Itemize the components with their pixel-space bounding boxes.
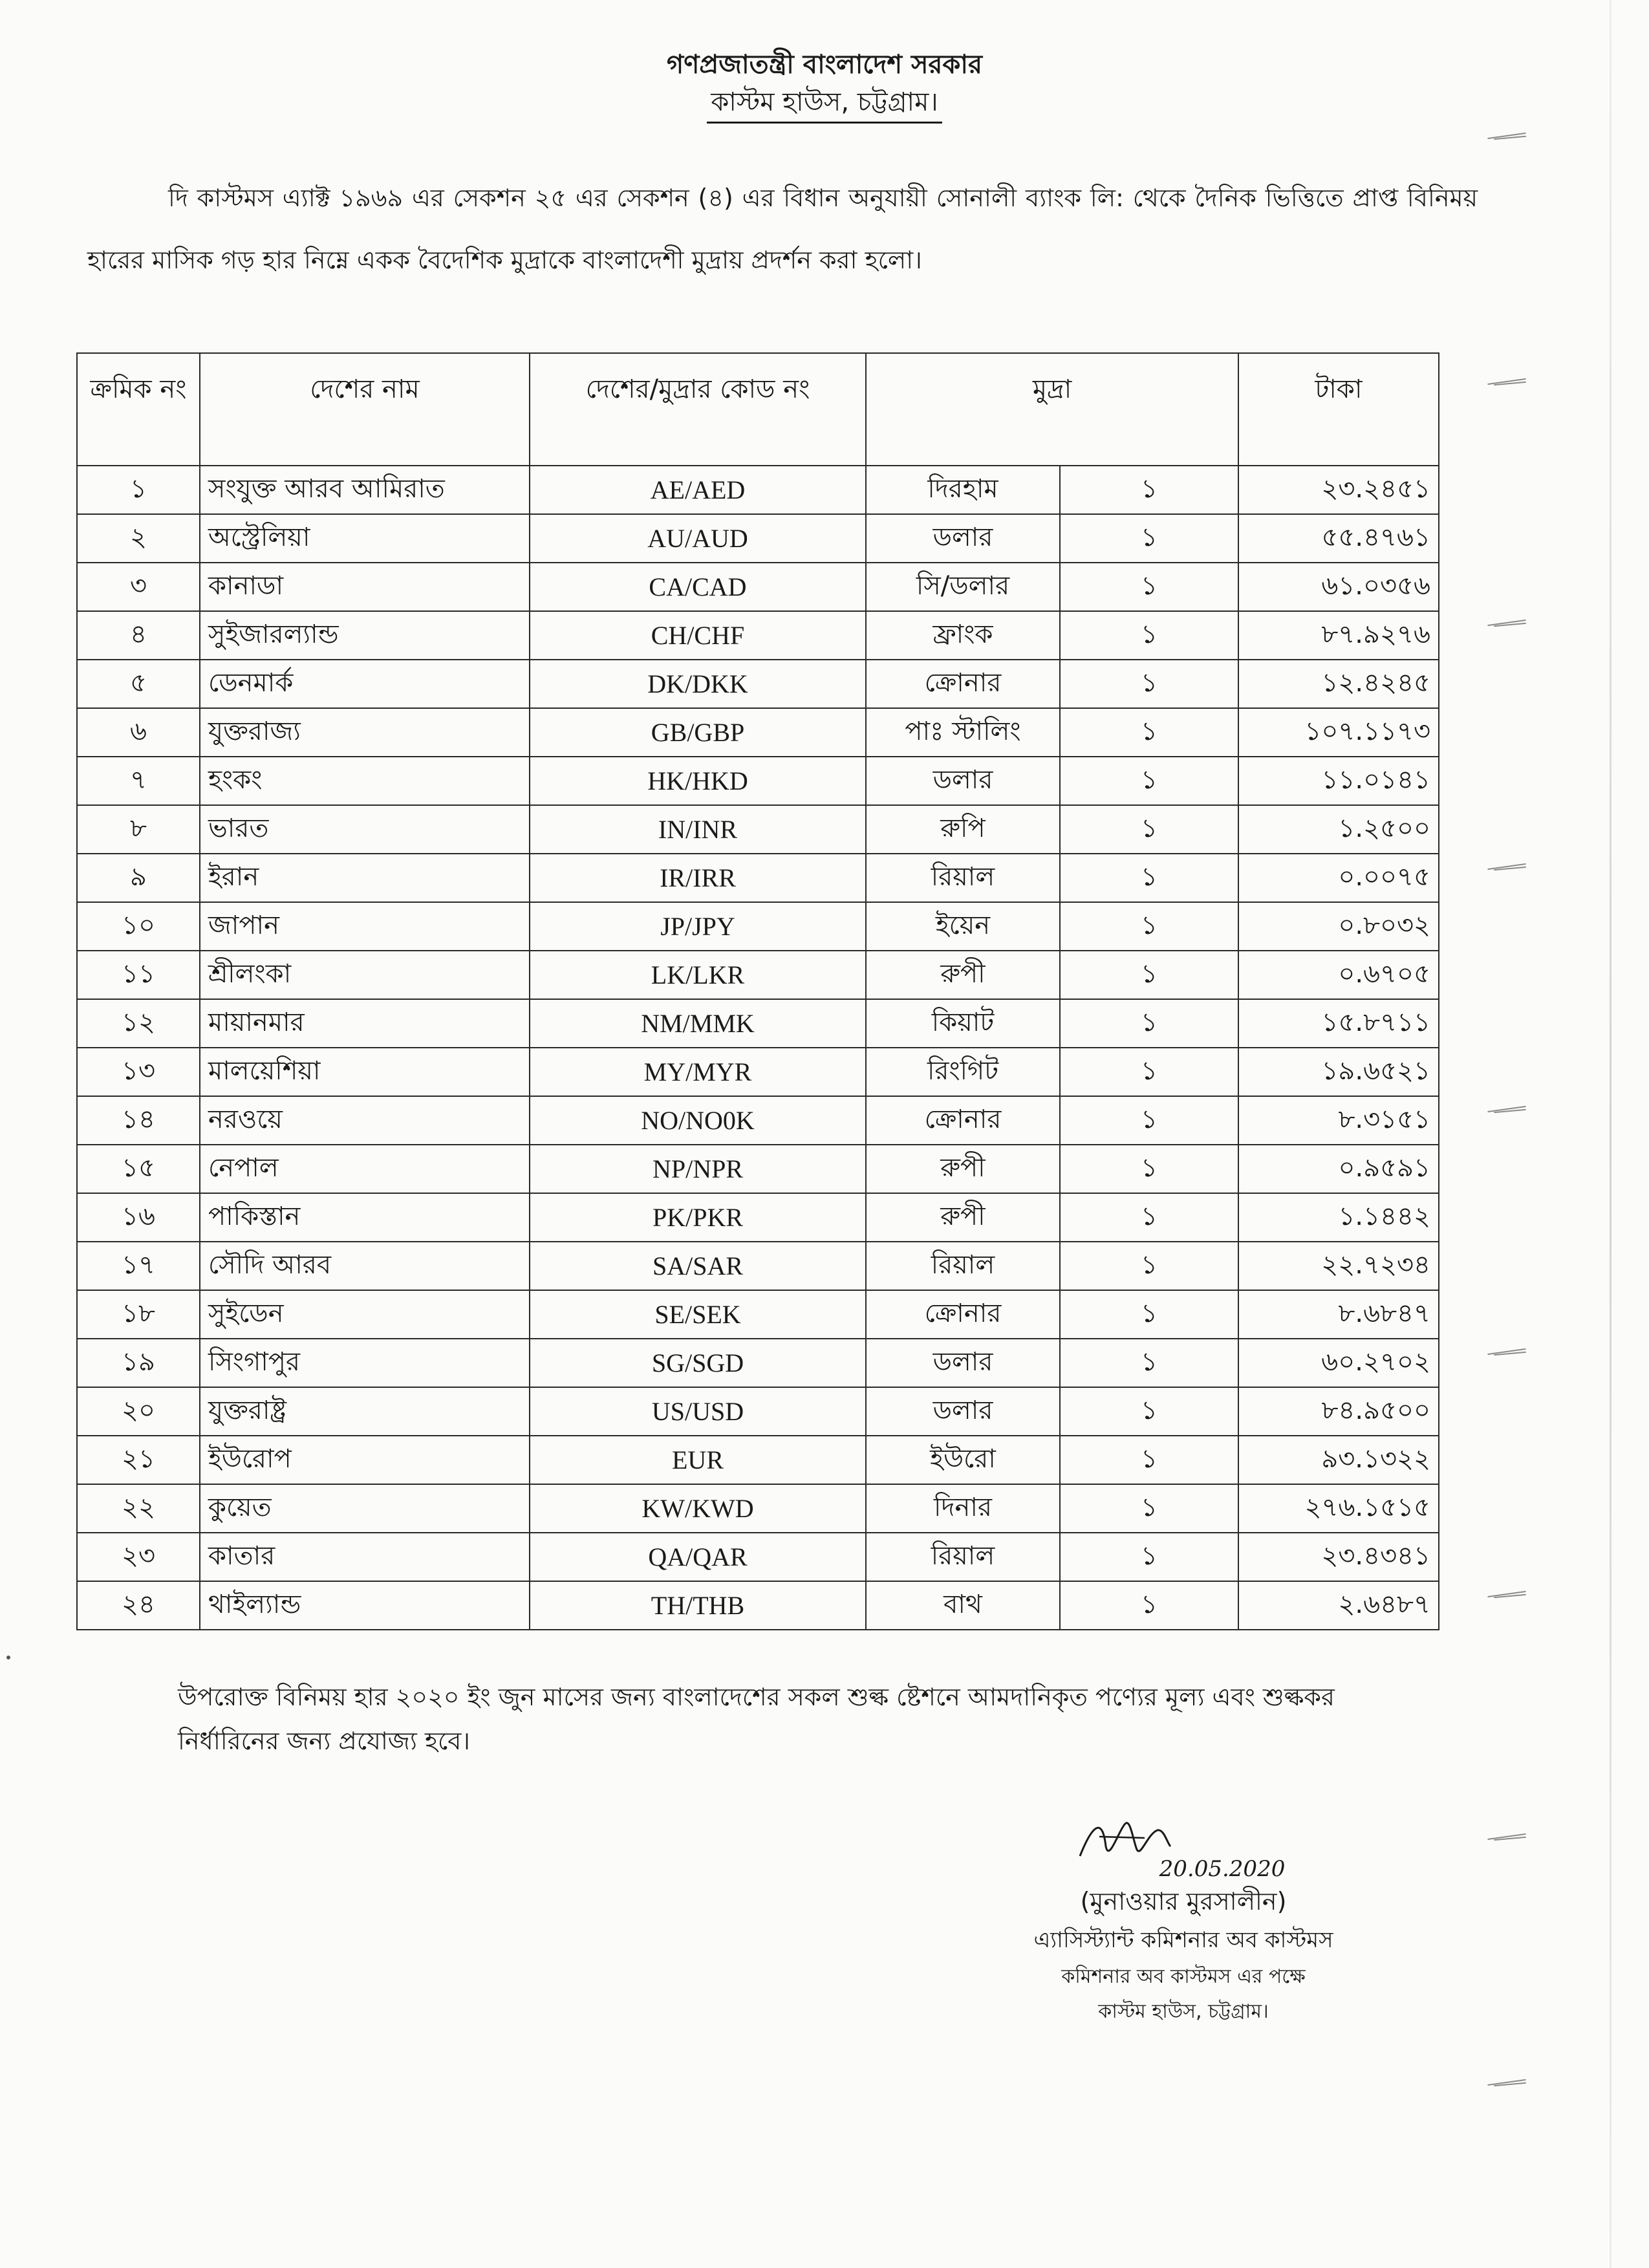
country-cell: ডেনমার্ক — [200, 660, 530, 708]
taka-cell: ২.৬৪৮৭ — [1238, 1581, 1439, 1630]
code-cell: PK/PKR — [530, 1193, 866, 1242]
taka-cell: ৮৪.৯৫০০ — [1238, 1387, 1439, 1436]
taka-cell: ০.০০৭৫ — [1238, 854, 1439, 902]
country-cell: মায়ানমার — [200, 999, 530, 1048]
unit-cell: ১ — [1060, 514, 1238, 563]
table-row — [77, 514, 1439, 563]
table-row — [77, 999, 1439, 1048]
taka-cell: ২৭৬.১৫১৫ — [1238, 1484, 1439, 1533]
country-cell: ইরান — [200, 854, 530, 902]
serial-cell: ১৯ — [77, 1339, 200, 1387]
table-row — [77, 466, 1439, 514]
unit-cell: ১ — [1060, 708, 1238, 757]
table-row — [77, 854, 1439, 902]
taka-cell: ৬০.২৭০২ — [1238, 1339, 1439, 1387]
code-cell: CH/CHF — [530, 611, 866, 660]
country-cell: ভারত — [200, 805, 530, 854]
table-row — [77, 951, 1439, 999]
taka-cell: ৮৭.৯২৭৬ — [1238, 611, 1439, 660]
government-title: গণপ্রজাতন্ত্রী বাংলাদেশ সরকার — [667, 50, 982, 80]
header-taka: টাকা — [1238, 353, 1439, 466]
country-cell: সিংগাপুর — [200, 1339, 530, 1387]
taka-cell: ৯৩.১৩২২ — [1238, 1436, 1439, 1484]
header-code: দেশের/মুদ্রার কোড নং — [530, 353, 866, 466]
unit-cell: ১ — [1060, 1145, 1238, 1193]
table-row — [77, 708, 1439, 757]
code-cell: LK/LKR — [530, 951, 866, 999]
punch-mark — [1487, 1833, 1539, 1841]
currency-cell: ক্রোনার — [866, 660, 1060, 708]
serial-cell: ১১ — [77, 951, 200, 999]
currency-cell: রুপি — [866, 805, 1060, 854]
currency-cell: রুপী — [866, 1193, 1060, 1242]
currency-cell: রুপী — [866, 1145, 1060, 1193]
serial-cell: ১৫ — [77, 1145, 200, 1193]
table-row — [77, 1048, 1439, 1096]
currency-cell: ফ্রাংক — [866, 611, 1060, 660]
code-cell: HK/HKD — [530, 757, 866, 805]
currency-cell: পাঃ স্টালিং — [866, 708, 1060, 757]
code-cell: SE/SEK — [530, 1290, 866, 1339]
currency-cell: রিয়াল — [866, 1533, 1060, 1581]
table-row — [77, 1290, 1439, 1339]
serial-cell: ১৬ — [77, 1193, 200, 1242]
serial-cell: ২০ — [77, 1387, 200, 1436]
country-cell: মালয়েশিয়া — [200, 1048, 530, 1096]
currency-cell: বাথ — [866, 1581, 1060, 1630]
currency-cell: ডলার — [866, 757, 1060, 805]
table-row — [77, 1096, 1439, 1145]
serial-cell: ১ — [77, 466, 200, 514]
code-cell: DK/DKK — [530, 660, 866, 708]
taka-cell: ২৩.২৪৫১ — [1238, 466, 1439, 514]
taka-cell: ৮.৬৮৪৭ — [1238, 1290, 1439, 1339]
serial-cell: ২২ — [77, 1484, 200, 1533]
code-cell: CA/CAD — [530, 563, 866, 611]
table-row — [77, 1484, 1439, 1533]
currency-cell: সি/ডলার — [866, 563, 1060, 611]
footer-note: উপরোক্ত বিনিময় হার ২০২০ ইং জুন মাসের জন্য বাংলাদেশের সকল শুল্ক ষ্টেশনে আমদানিকৃত পণ্যের মূল্য এবং শুল্ককর নির্ধারিনের জন্য প্রযোজ্য হবে। — [178, 1683, 1335, 1755]
document-header — [0, 45, 1649, 124]
currency-cell: ডলার — [866, 514, 1060, 563]
header-serial: ক্রমিক নং — [77, 353, 200, 466]
code-cell: NM/MMK — [530, 999, 866, 1048]
code-cell: MY/MYR — [530, 1048, 866, 1096]
punch-mark — [1487, 1106, 1539, 1114]
punch-mark — [1487, 1348, 1539, 1356]
code-cell: EUR — [530, 1436, 866, 1484]
unit-cell: ১ — [1060, 1193, 1238, 1242]
table-row — [77, 611, 1439, 660]
code-cell: IN/INR — [530, 805, 866, 854]
code-cell: SA/SAR — [530, 1242, 866, 1290]
code-cell: JP/JPY — [530, 902, 866, 951]
unit-cell: ১ — [1060, 1339, 1238, 1387]
punch-mark — [1487, 1591, 1539, 1599]
country-cell: শ্রীলংকা — [200, 951, 530, 999]
taka-cell: ১৫.৮৭১১ — [1238, 999, 1439, 1048]
country-cell: কানাডা — [200, 563, 530, 611]
country-cell: নেপাল — [200, 1145, 530, 1193]
table-row — [77, 1387, 1439, 1436]
code-cell: IR/IRR — [530, 854, 866, 902]
serial-cell: ৯ — [77, 854, 200, 902]
serial-cell: ১৭ — [77, 1242, 200, 1290]
table-row — [77, 1242, 1439, 1290]
signatory-designation: এ্যাসিস্ট্যান্ট কমিশনার অব কাস্টমস — [1033, 1927, 1333, 1953]
taka-cell: ৫৫.৪৭৬১ — [1238, 514, 1439, 563]
punch-mark — [1487, 378, 1539, 386]
taka-cell: ১০৭.১১৭৩ — [1238, 708, 1439, 757]
unit-cell: ১ — [1060, 1484, 1238, 1533]
code-cell: US/USD — [530, 1387, 866, 1436]
punch-mark — [1487, 133, 1539, 140]
table-row — [77, 1436, 1439, 1484]
country-cell: জাপান — [200, 902, 530, 951]
taka-cell: ০.৯৫৯১ — [1238, 1145, 1439, 1193]
taka-cell: ১.২৫০০ — [1238, 805, 1439, 854]
currency-cell: দিনার — [866, 1484, 1060, 1533]
country-cell: যুক্তরাজ্য — [200, 708, 530, 757]
serial-cell: ১০ — [77, 902, 200, 951]
serial-cell: ১২ — [77, 999, 200, 1048]
serial-cell: ২৩ — [77, 1533, 200, 1581]
unit-cell: ১ — [1060, 1048, 1238, 1096]
signature-block — [957, 1811, 1410, 2029]
currency-cell: রিংগিট — [866, 1048, 1060, 1096]
currency-cell: ডলার — [866, 1387, 1060, 1436]
taka-cell: ০.৬৭০৫ — [1238, 951, 1439, 999]
code-cell: AU/AUD — [530, 514, 866, 563]
unit-cell: ১ — [1060, 854, 1238, 902]
country-cell: সংযুক্ত আরব আমিরাত — [200, 466, 530, 514]
code-cell: GB/GBP — [530, 708, 866, 757]
table-row — [77, 660, 1439, 708]
country-cell: কাতার — [200, 1533, 530, 1581]
unit-cell: ১ — [1060, 999, 1238, 1048]
table-row — [77, 1193, 1439, 1242]
taka-cell: ৮.৩১৫১ — [1238, 1096, 1439, 1145]
code-cell: SG/SGD — [530, 1339, 866, 1387]
taka-cell: ২৩.৪৩৪১ — [1238, 1533, 1439, 1581]
table-body — [77, 466, 1439, 1630]
country-cell: ইউরোপ — [200, 1436, 530, 1484]
serial-cell: ৩ — [77, 563, 200, 611]
country-cell: অস্ট্রেলিয়া — [200, 514, 530, 563]
table-row — [77, 902, 1439, 951]
unit-cell: ১ — [1060, 1096, 1238, 1145]
serial-cell: ৭ — [77, 757, 200, 805]
taka-cell: ২২.৭২৩৪ — [1238, 1242, 1439, 1290]
currency-cell: দিরহাম — [866, 466, 1060, 514]
header-currency: মুদ্রা — [866, 353, 1238, 466]
country-cell: সুইজারল্যান্ড — [200, 611, 530, 660]
currency-cell: কিয়াট — [866, 999, 1060, 1048]
unit-cell: ১ — [1060, 466, 1238, 514]
country-cell: কুয়েত — [200, 1484, 530, 1533]
table-row — [77, 1339, 1439, 1387]
table-row — [77, 757, 1439, 805]
taka-cell: ০.৮০৩২ — [1238, 902, 1439, 951]
taka-cell: ১২.৪২৪৫ — [1238, 660, 1439, 708]
serial-cell: ২১ — [77, 1436, 200, 1484]
code-cell: KW/KWD — [530, 1484, 866, 1533]
serial-cell: ৮ — [77, 805, 200, 854]
country-cell: যুক্তরাষ্ট্র — [200, 1387, 530, 1436]
punch-mark — [1487, 2079, 1539, 2087]
scan-edge — [1610, 0, 1611, 2268]
unit-cell: ১ — [1060, 1242, 1238, 1290]
table-row — [77, 1581, 1439, 1630]
table-row — [77, 563, 1439, 611]
code-cell: NO/NO0K — [530, 1096, 866, 1145]
serial-cell: ৪ — [77, 611, 200, 660]
unit-cell: ১ — [1060, 951, 1238, 999]
code-cell: AE/AED — [530, 466, 866, 514]
code-cell: QA/QAR — [530, 1533, 866, 1581]
office-title: কাস্টম হাউস, চট্টগ্রাম। — [707, 84, 942, 124]
currency-cell: ক্রোনার — [866, 1096, 1060, 1145]
table-row — [77, 805, 1439, 854]
signatory-name: (মুনাওয়ার মুরসালীন) — [1080, 1887, 1287, 1916]
exchange-rate-table — [76, 352, 1439, 1630]
serial-cell: ৬ — [77, 708, 200, 757]
unit-cell: ১ — [1060, 1581, 1238, 1630]
signatory-on-behalf: কমিশনার অব কাস্টমস এর পক্ষে — [1061, 1965, 1306, 1988]
signatory-office: কাস্টম হাউস, চট্টগ্রাম। — [1098, 2000, 1269, 2023]
unit-cell: ১ — [1060, 611, 1238, 660]
currency-cell: ক্রোনার — [866, 1290, 1060, 1339]
table-row — [77, 1533, 1439, 1581]
currency-cell: রিয়াল — [866, 854, 1060, 902]
table-row — [77, 1145, 1439, 1193]
serial-cell: ২ — [77, 514, 200, 563]
currency-cell: রুপী — [866, 951, 1060, 999]
unit-cell: ১ — [1060, 1436, 1238, 1484]
country-cell: সৌদি আরব — [200, 1242, 530, 1290]
taka-cell: ১.১৪৪২ — [1238, 1193, 1439, 1242]
currency-cell: রিয়াল — [866, 1242, 1060, 1290]
header-country: দেশের নাম — [200, 353, 530, 466]
unit-cell: ১ — [1060, 757, 1238, 805]
country-cell: নরওয়ে — [200, 1096, 530, 1145]
code-cell: NP/NPR — [530, 1145, 866, 1193]
serial-cell: ১৩ — [77, 1048, 200, 1096]
unit-cell: ১ — [1060, 563, 1238, 611]
signature-date: 20.05.2020 — [1159, 1856, 1286, 1882]
country-cell: পাকিস্তান — [200, 1193, 530, 1242]
taka-cell: ৬১.০৩৫৬ — [1238, 563, 1439, 611]
serial-cell: ৫ — [77, 660, 200, 708]
unit-cell: ১ — [1060, 1290, 1238, 1339]
punch-mark — [1487, 863, 1539, 871]
table-header-row — [77, 353, 1439, 466]
country-cell: থাইল্যান্ড — [200, 1581, 530, 1630]
currency-cell: ইয়েন — [866, 902, 1060, 951]
code-cell: TH/THB — [530, 1581, 866, 1630]
unit-cell: ১ — [1060, 1533, 1238, 1581]
currency-cell: ইউরো — [866, 1436, 1060, 1484]
serial-cell: ১৪ — [77, 1096, 200, 1145]
currency-cell: ডলার — [866, 1339, 1060, 1387]
scan-speck — [6, 1656, 10, 1659]
country-cell: সুইডেন — [200, 1290, 530, 1339]
serial-cell: ১৮ — [77, 1290, 200, 1339]
serial-cell: ২৪ — [77, 1581, 200, 1630]
taka-cell: ১৯.৬৫২১ — [1238, 1048, 1439, 1096]
unit-cell: ১ — [1060, 805, 1238, 854]
country-cell: হংকং — [200, 757, 530, 805]
unit-cell: ১ — [1060, 660, 1238, 708]
unit-cell: ১ — [1060, 1387, 1238, 1436]
taka-cell: ১১.০১৪১ — [1238, 757, 1439, 805]
unit-cell: ১ — [1060, 902, 1238, 951]
punch-mark — [1487, 620, 1539, 627]
intro-paragraph: দি কাস্টমস এ্যাক্ট ১৯৬৯ এর সেকশন ২৫ এর সেকশন (৪) এর বিধান অনুযায়ী সোনালী ব্যাংক লি: থেকে দৈনিক ভিত্তিতে প্রাপ্ত বিনিময় হারের মাসিক গড় হার নিম্নে একক বৈদেশিক মুদ্রাকে বাংলাদেশী মুদ্রায় প্রদর্শন করা হলো। — [87, 184, 1478, 274]
